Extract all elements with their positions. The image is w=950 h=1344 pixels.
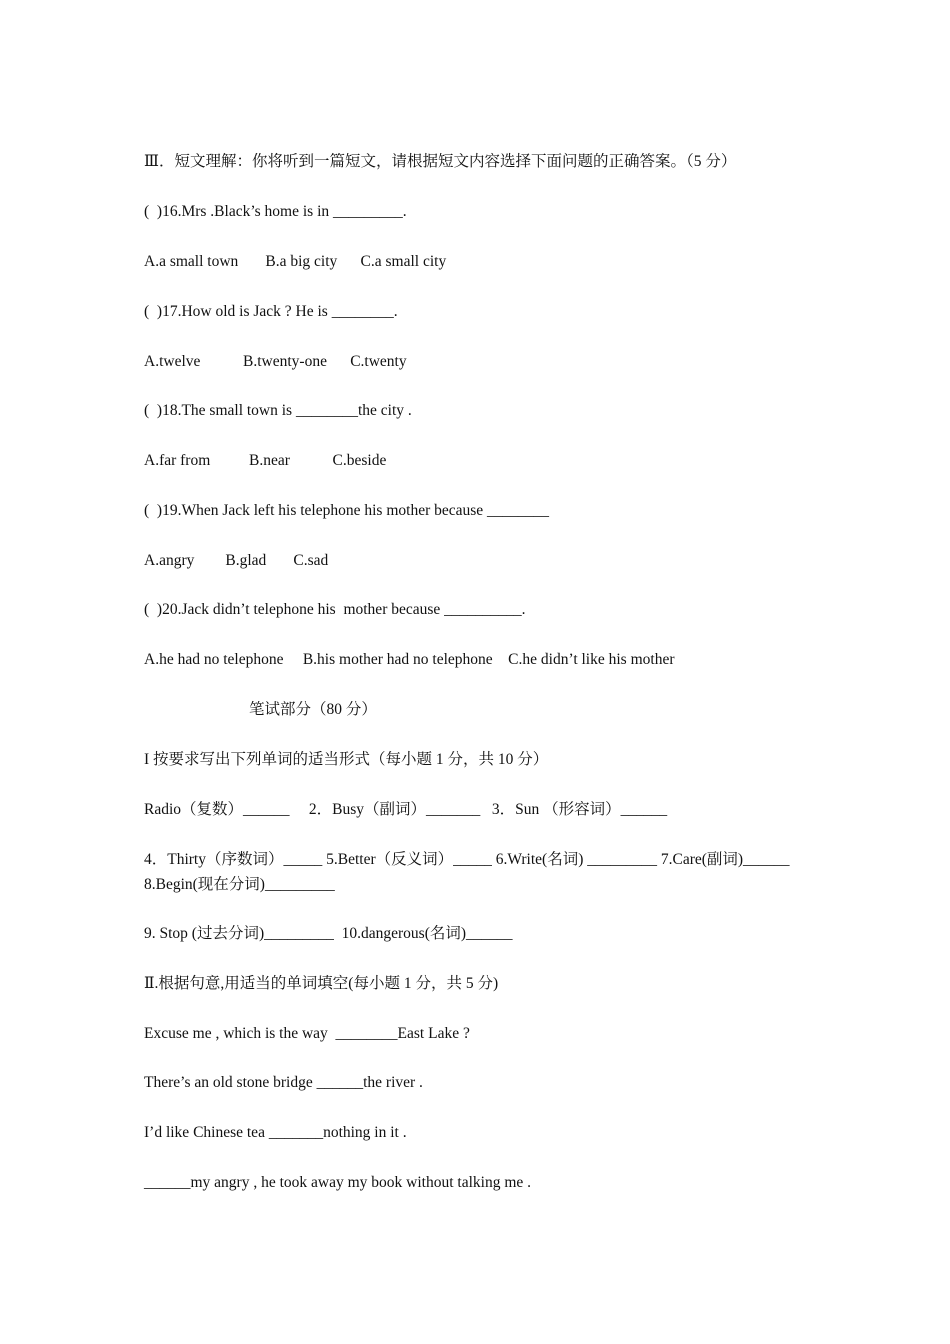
question-16-options: A.a small town B.a big city C.a small city [144,253,447,270]
part2-sentence-4: ______my angry , he took away my book without talking me . [144,1174,532,1191]
part1-line-3: 9. Stop (过去分词)_________ 10.dangerous(名词)______ [144,925,513,942]
part1-line-1: Radio（复数）______ 2．Busy（副词）_______ 3．Sun （形容词）______ [144,801,668,818]
question-18: ( )18.The small town is ________the city . [144,402,412,419]
question-19: ( )19.When Jack left his telephone his mother because ________ [144,502,550,519]
part2-sentence-2: There’s an old stone bridge ______the river . [144,1074,423,1091]
question-20-options: A.he had no telephone B.his mother had no telephone C.he didn’t like his mother [144,651,675,668]
question-19-options: A.angry B.glad C.sad [144,552,329,569]
part1-line-2: 4．Thirty（序数词）_____ 5.Better（反义词）_____ 6.Write(名词) _________ 7.Care(副词)______ 8.Begin(现在分词)_________ [144,851,790,893]
question-20: ( )20.Jack didn’t telephone his mother because __________. [144,601,526,618]
written-section-title: 笔试部分（80 分） [249,701,377,718]
part2-heading: Ⅱ.根据句意,用适当的单词填空(每小题 1 分，共 5 分) [144,975,499,992]
question-17-options: A.twelve B.twenty-one C.twenty [144,353,407,370]
part2-sentence-3: I’d like Chinese tea _______nothing in it . [144,1124,407,1141]
question-18-options: A.far from B.near C.beside [144,452,387,469]
listening-section-heading: Ⅲ．短文理解：你将听到一篇短文，请根据短文内容选择下面问题的正确答案。（5 分） [144,153,737,170]
part1-heading: I 按要求写出下列单词的适当形式（每小题 1 分，共 10 分） [144,751,549,768]
question-17: ( )17.How old is Jack ? He is ________. [144,303,398,320]
part2-sentence-1: Excuse me , which is the way ________East Lake ? [144,1025,470,1042]
question-16: ( )16.Mrs .Black’s home is in _________. [144,203,407,220]
